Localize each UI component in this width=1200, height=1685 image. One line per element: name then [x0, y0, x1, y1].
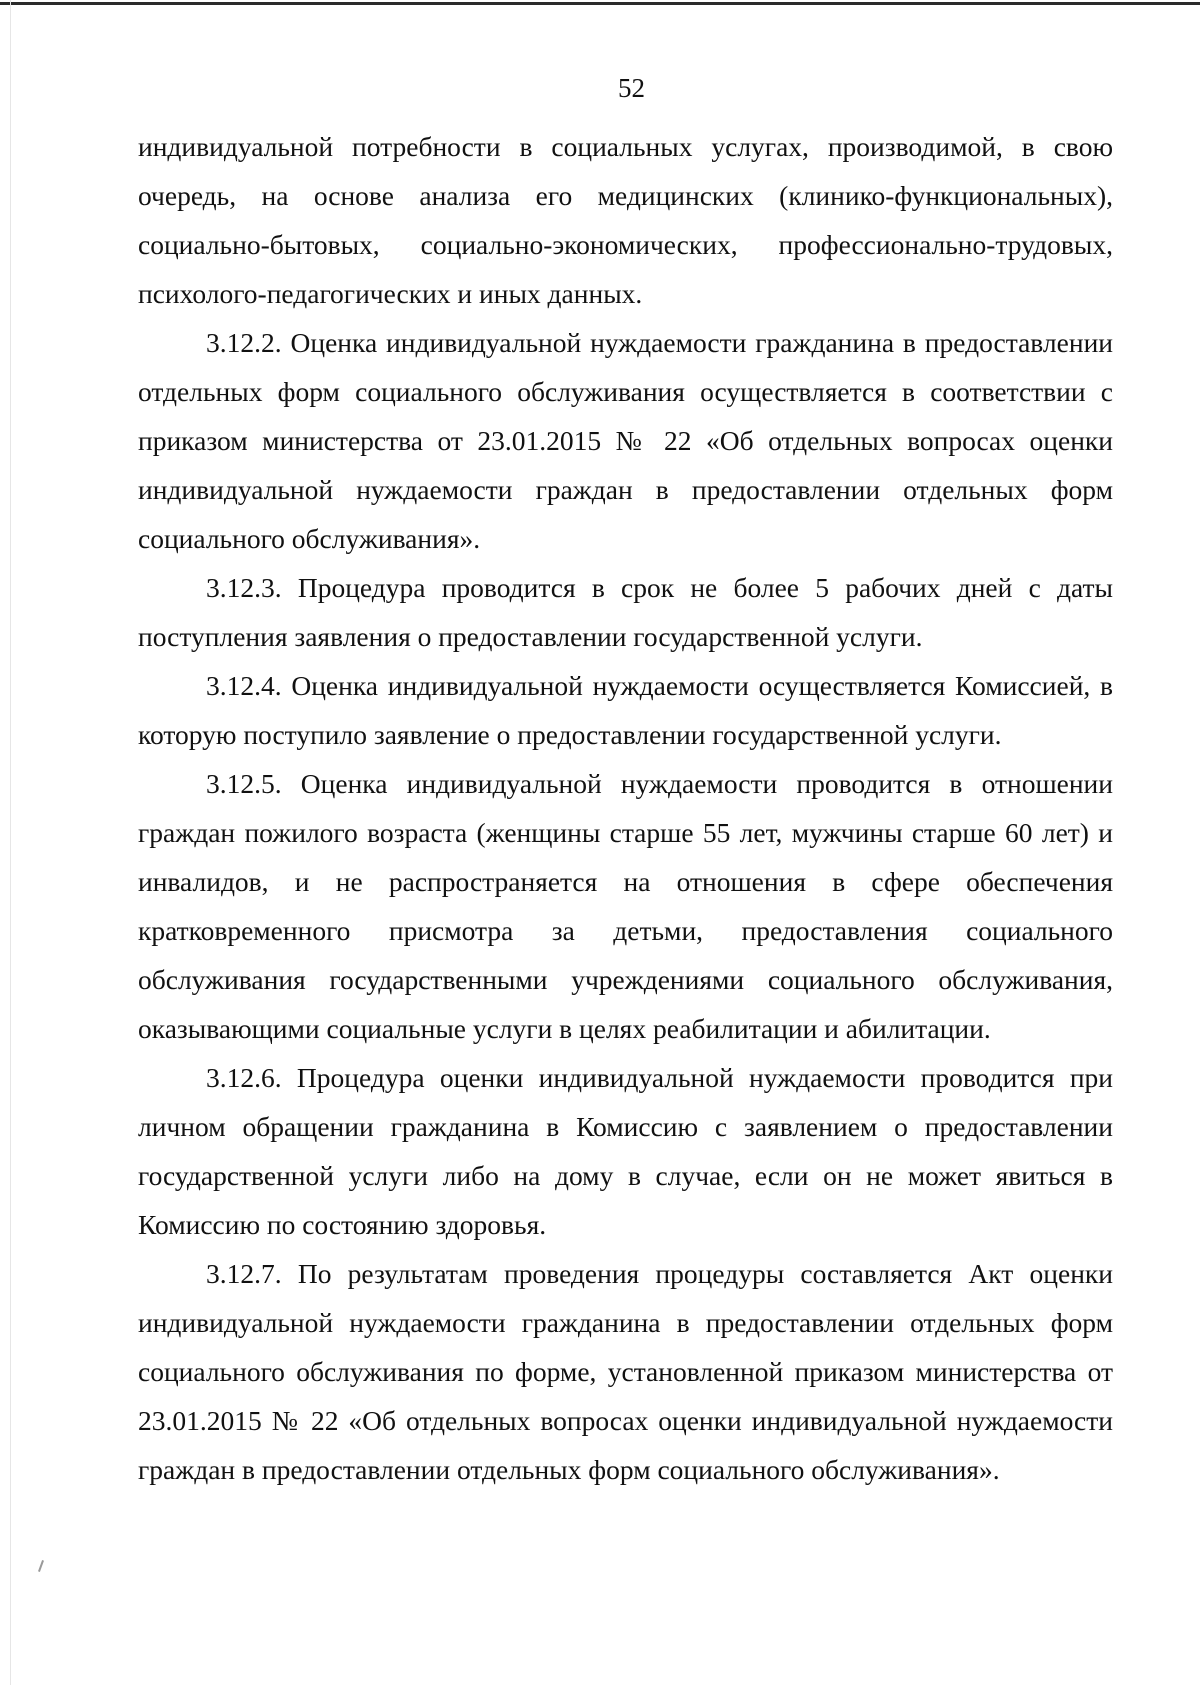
paragraph-3-12-4: 3.12.4. Оценка индивидуальной нуждаемости осуществляется Комиссией, в которую поступило заявление о предоставлении государственной услуги. — [138, 670, 1113, 750]
paragraph-3-12-6: 3.12.6. Процедура оценки индивидуальной нуждаемости проводится при личном обращении гражданина в Комиссию с заявлением о предоставлении государственной услуги либо на дому в случае, если он не может явиться в Комиссию по состоянию здоровья. — [138, 1062, 1113, 1240]
scan-mark — [38, 1560, 44, 1572]
page-number: 52 — [618, 73, 645, 103]
paragraph-continuation: индивидуальной потребности в социальных услугах, производимой, в свою очередь, на основе анализа его медицинских (клинико-функциональных), социально-бытовых, социально-экономических, профессионально-трудовых, психолого-педагогических и иных данных. — [138, 131, 1113, 309]
paragraph-3-12-5: 3.12.5. Оценка индивидуальной нуждаемости проводится в отношении граждан пожилого возраста (женщины старше 55 лет, мужчины старше 60 лет) и инвалидов, и не распространяется на отношения в сфере обеспечения кратковременного присмотра за детьми, предоставления социального обслуживания государственными учреждениями социального обслуживания, оказывающими социальные услуги в целях реабилитации и абилитации. — [138, 768, 1113, 1044]
paragraph-3-12-2: 3.12.2. Оценка индивидуальной нуждаемости гражданина в предоставлении отдельных форм социального обслуживания осуществляется в соответствии с приказом министерства от 23.01.2015 № 22 «Об отдельных вопросах оценки индивидуальной нуждаемости граждан в предоставлении отдельных форм социального обслуживания». — [138, 327, 1113, 554]
scan-left-edge — [10, 0, 11, 1685]
paragraph-3-12-3: 3.12.3. Процедура проводится в срок не более 5 рабочих дней с даты поступления заявления о предоставлении государственной услуги. — [138, 572, 1113, 652]
scan-top-border — [0, 2, 1200, 5]
paragraph-3-12-7: 3.12.7. По результатам проведения процедуры составляется Акт оценки индивидуальной нуждаемости гражданина в предоставлении отдельных форм социального обслуживания по форме, установленной приказом министерства от 23.01.2015 № 22 «Об отдельных вопросах оценки индивидуальной нуждаемости граждан в предоставлении отдельных форм социального обслуживания». — [138, 1258, 1113, 1485]
document-page — [138, 70, 1113, 1494]
